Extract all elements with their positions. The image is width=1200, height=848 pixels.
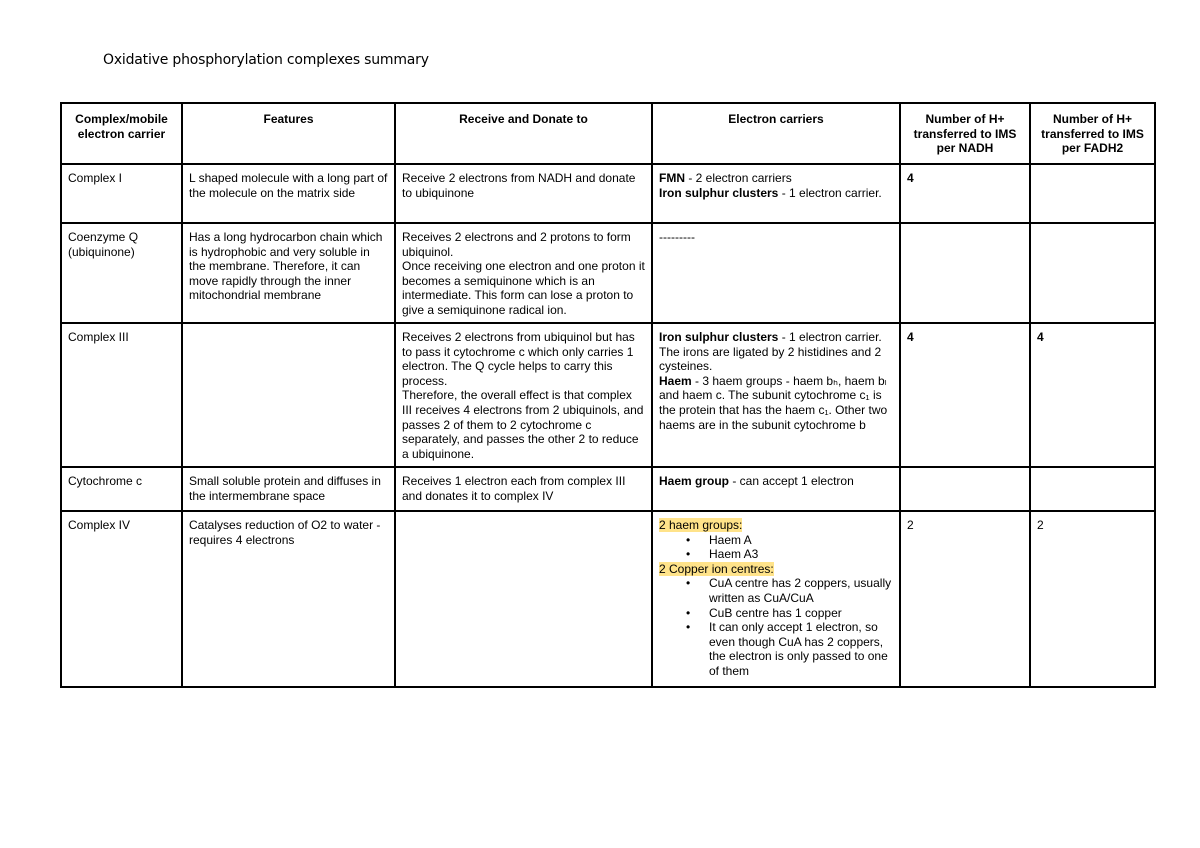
cell-features: L shaped molecule with a long part of the molecule on the matrix side bbox=[182, 164, 395, 223]
carrier-name: FMN bbox=[659, 171, 685, 185]
header-features: Features bbox=[182, 103, 395, 164]
carrier-name: Haem bbox=[659, 373, 692, 388]
receive-paragraph: Once receiving one electron and one proton it becomes a semiquinone which is an intermediate. This form can lose a proton to give a semiquinone radical ion. bbox=[402, 259, 645, 317]
carrier-desc: - 2 electron carriers bbox=[685, 171, 792, 185]
carrier-line bbox=[659, 171, 893, 186]
highlighted-text: 2 Copper ion centres: bbox=[659, 561, 774, 576]
cell-features: Small soluble protein and diffuses in the intermembrane space bbox=[182, 467, 395, 511]
receive-paragraph: Receives 2 electrons and 2 protons to form ubiquinol. bbox=[402, 230, 631, 259]
carrier-line bbox=[659, 330, 893, 374]
cell-carriers: --------- bbox=[652, 223, 900, 323]
cell-receive bbox=[395, 511, 652, 687]
receive-paragraph: Therefore, the overall effect is that complex III receives 4 electrons from 2 ubiquinols, and passes 2 of them to 2 cytochrome c separately, and passes the other 2 to reduce a ubiquinone. bbox=[402, 388, 644, 461]
cell-receive bbox=[395, 223, 652, 323]
header-complex: Complex/mobile electron carrier bbox=[61, 103, 182, 164]
carrier-desc: - can accept 1 electron bbox=[729, 474, 854, 488]
haem-heading bbox=[659, 518, 893, 533]
carrier-name: Haem group bbox=[659, 474, 730, 488]
list-item: • CuB centre has 1 copper bbox=[709, 606, 893, 621]
cell-receive: Receive 2 electrons from NADH and donate to ubiquinone bbox=[395, 164, 652, 223]
table-row-complex-iv bbox=[61, 511, 1155, 687]
cell-h-per-fadh2: 4 bbox=[1030, 323, 1155, 467]
header-electron-carriers: Electron carriers bbox=[652, 103, 900, 164]
header-receive-donate: Receive and Donate to bbox=[395, 103, 652, 164]
cell-receive bbox=[395, 323, 652, 467]
cell-complex: Complex III bbox=[61, 323, 182, 467]
list-item: • It can only accept 1 electron, so even though CuA has 2 coppers, the electron is only passed to one of them bbox=[709, 620, 893, 678]
table-row-complex-iii bbox=[61, 323, 1155, 467]
cell-h-per-fadh2 bbox=[1030, 164, 1155, 223]
carrier-name: Iron sulphur clusters bbox=[659, 330, 779, 344]
cell-carriers bbox=[652, 323, 900, 467]
cell-features: Catalyses reduction of O2 to water - requires 4 electrons bbox=[182, 511, 395, 687]
list-item: • CuA centre has 2 coppers, usually written as CuA/CuA bbox=[709, 576, 893, 605]
list-item: • Haem A3 bbox=[709, 547, 893, 562]
carrier-desc: - 3 haem groups - haem bₕ, haem bₗ and haem c. The subunit cytochrome c₁ is the protein that has the haem c₁. Other two haems are in the subunit cytochrome b bbox=[659, 373, 888, 432]
cell-complex: Coenzyme Q (ubiquinone) bbox=[61, 223, 182, 323]
carrier-line bbox=[659, 186, 893, 201]
cell-receive: Receives 1 electron each from complex III and donates it to complex IV bbox=[395, 467, 652, 511]
cell-h-per-nadh: 2 bbox=[900, 511, 1030, 687]
carrier-line bbox=[659, 374, 893, 432]
header-h-per-fadh2: Number of H+ transferred to IMS per FADH2 bbox=[1030, 103, 1155, 164]
list-item: • Haem A bbox=[709, 533, 893, 548]
receive-paragraph: Receives 2 electrons from ubiquinol but has to pass it cytochrome c which only carries 1 electron. The Q cycle helps to carry this process. bbox=[402, 330, 635, 388]
haem-list bbox=[659, 533, 893, 562]
cell-complex: Complex IV bbox=[61, 511, 182, 687]
cell-h-per-fadh2 bbox=[1030, 467, 1155, 511]
header-h-per-nadh: Number of H+ transferred to IMS per NADH bbox=[900, 103, 1030, 164]
cell-h-per-fadh2: 2 bbox=[1030, 511, 1155, 687]
cell-carriers bbox=[652, 511, 900, 687]
table-row-coenzyme-q bbox=[61, 223, 1155, 323]
cell-h-per-nadh bbox=[900, 467, 1030, 511]
cell-h-per-nadh: 4 bbox=[900, 164, 1030, 223]
carrier-name: Iron sulphur clusters bbox=[659, 185, 779, 200]
carrier-line bbox=[659, 474, 893, 489]
complexes-table bbox=[60, 102, 1156, 688]
copper-list bbox=[659, 576, 893, 678]
cell-h-per-nadh: 4 bbox=[900, 323, 1030, 467]
table-row-cytochrome-c bbox=[61, 467, 1155, 511]
carrier-desc: - 1 electron carrier. The irons are ligated by 2 histidines and 2 cysteines. bbox=[659, 330, 882, 374]
page-title: Oxidative phosphorylation complexes summary bbox=[103, 52, 429, 68]
cell-h-per-fadh2 bbox=[1030, 223, 1155, 323]
cell-complex: Complex I bbox=[61, 164, 182, 223]
copper-heading bbox=[659, 562, 893, 577]
carrier-desc: - 1 electron carrier. bbox=[778, 185, 882, 200]
table-row-complex-i bbox=[61, 164, 1155, 223]
cell-carriers bbox=[652, 467, 900, 511]
cell-h-per-nadh bbox=[900, 223, 1030, 323]
header-row bbox=[61, 103, 1155, 164]
cell-complex: Cytochrome c bbox=[61, 467, 182, 511]
highlighted-text: 2 haem groups: bbox=[659, 518, 743, 532]
cell-features bbox=[182, 323, 395, 467]
cell-features: Has a long hydrocarbon chain which is hydrophobic and very soluble in the membrane. Therefore, it can move rapidly through the inner mitochondrial membrane bbox=[182, 223, 395, 323]
cell-carriers bbox=[652, 164, 900, 223]
